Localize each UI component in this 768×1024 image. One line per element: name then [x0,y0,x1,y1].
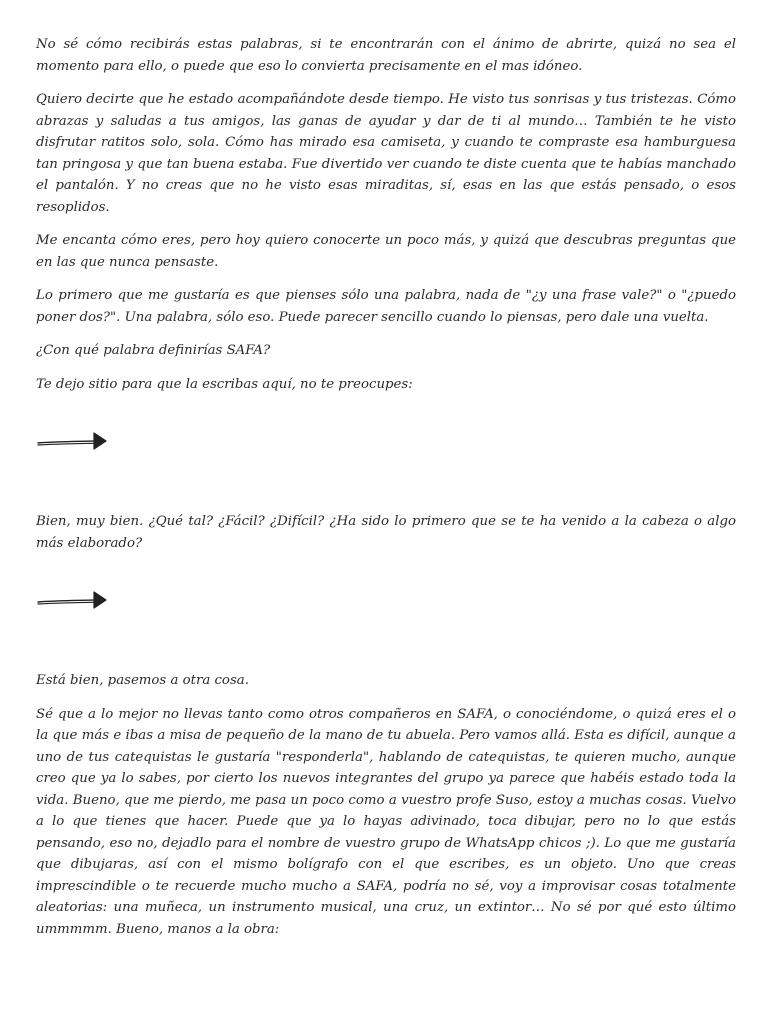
paragraph-draw-object: Sé que a lo mejor no llevas tanto como otros compañeros en SAFA, o conociéndome, o quizá eres el o la que más e ibas a misa de pequeño de la mano de tu abuela. Pero vamos allá. Esta es difícil, aunque a uno de tus catequistas le gustaría "responderla", hablando de catequistas, te quieren mucho, aunque creo que ya lo sabes, por cierto los nuevos integrantes del grupo ya parece que habéis estado toda la vida. Bueno, que me pierdo, me pasa un poco como a vuestro profe Suso, estoy a muchas cosas. Vuelvo a lo que tienes que hacer. Puede que ya lo hayas adivinado, toca dibujar, pero no lo que estás pensando, eso no, dejadlo para el nombre de vuestro grupo de WhatsApp chicos ;). Lo que me gustaría que dibujaras, así con el mismo bolígrafo con el que escribes, es un objeto. Uno que creas imprescindible o te recuerde mucho mucho a SAFA, podría no sé, voy a improvisar cosas totalmente aleatorias: una muñeca, un instrumento musical, una cruz, un extintor… No sé por qué esto último ummmmm. Bueno, manos a la obra: [36,706,736,937]
paragraph-know-you-more: Me encanta cómo eres, pero hoy quiero conocerte un poco más, y quizá que descubras preguntas que en las que nunca pensaste. [36,233,736,270]
answer-space-2[interactable] [36,588,736,632]
paragraph-next-topic: Está bien, pasemos a otra cosa. [36,673,249,688]
paragraph-one-word-instruction: Lo primero que me gustaría es que pienses sólo una palabra, nada de "¿y una frase vale?" o "¿puedo poner dos?". Una palabra, sólo eso. Puede parecer sencillo cuando lo piensas, pero dale una vuelta. [36,288,736,325]
question-define-safa: ¿Con qué palabra definirías SAFA? [36,343,271,358]
paragraph-how-was-it: Bien, muy bien. ¿Qué tal? ¿Fácil? ¿Difícil? ¿Ha sido lo primero que se te ha venido a la cabeza o algo más elaborado? [36,514,736,551]
paragraph-intro: No sé cómo recibirás estas palabras, si te encontrarán con el ánimo de abrirte, quizá no sea el momento para ello, o puede que eso lo convierta precisamente en el mas idóneo. [36,37,736,74]
arrow-right-icon [36,588,116,618]
answer-space-1[interactable] [36,429,736,473]
paragraph-observations: Quiero decirte que he estado acompañándote desde tiempo. He visto tus sonrisas y tus tristezas. Cómo abrazas y saludas a tus amigos, las ganas de ayudar y dar de ti al mundo… También te he visto disfrutar ratitos solo, sola. Cómo has mirado esa camiseta, y cuando te compraste esa hamburguesa tan pringosa y que tan buena estaba. Fue divertido ver cuando te diste cuenta que te habías manchado el pantalón. Y no creas que no he visto esas miraditas, sí, esas en las que estás pensado, o esos resoplidos. [36,92,736,215]
arrow-right-icon [36,429,116,459]
paragraph-write-here: Te dejo sitio para que la escribas aquí, no te preocupes: [36,376,413,392]
